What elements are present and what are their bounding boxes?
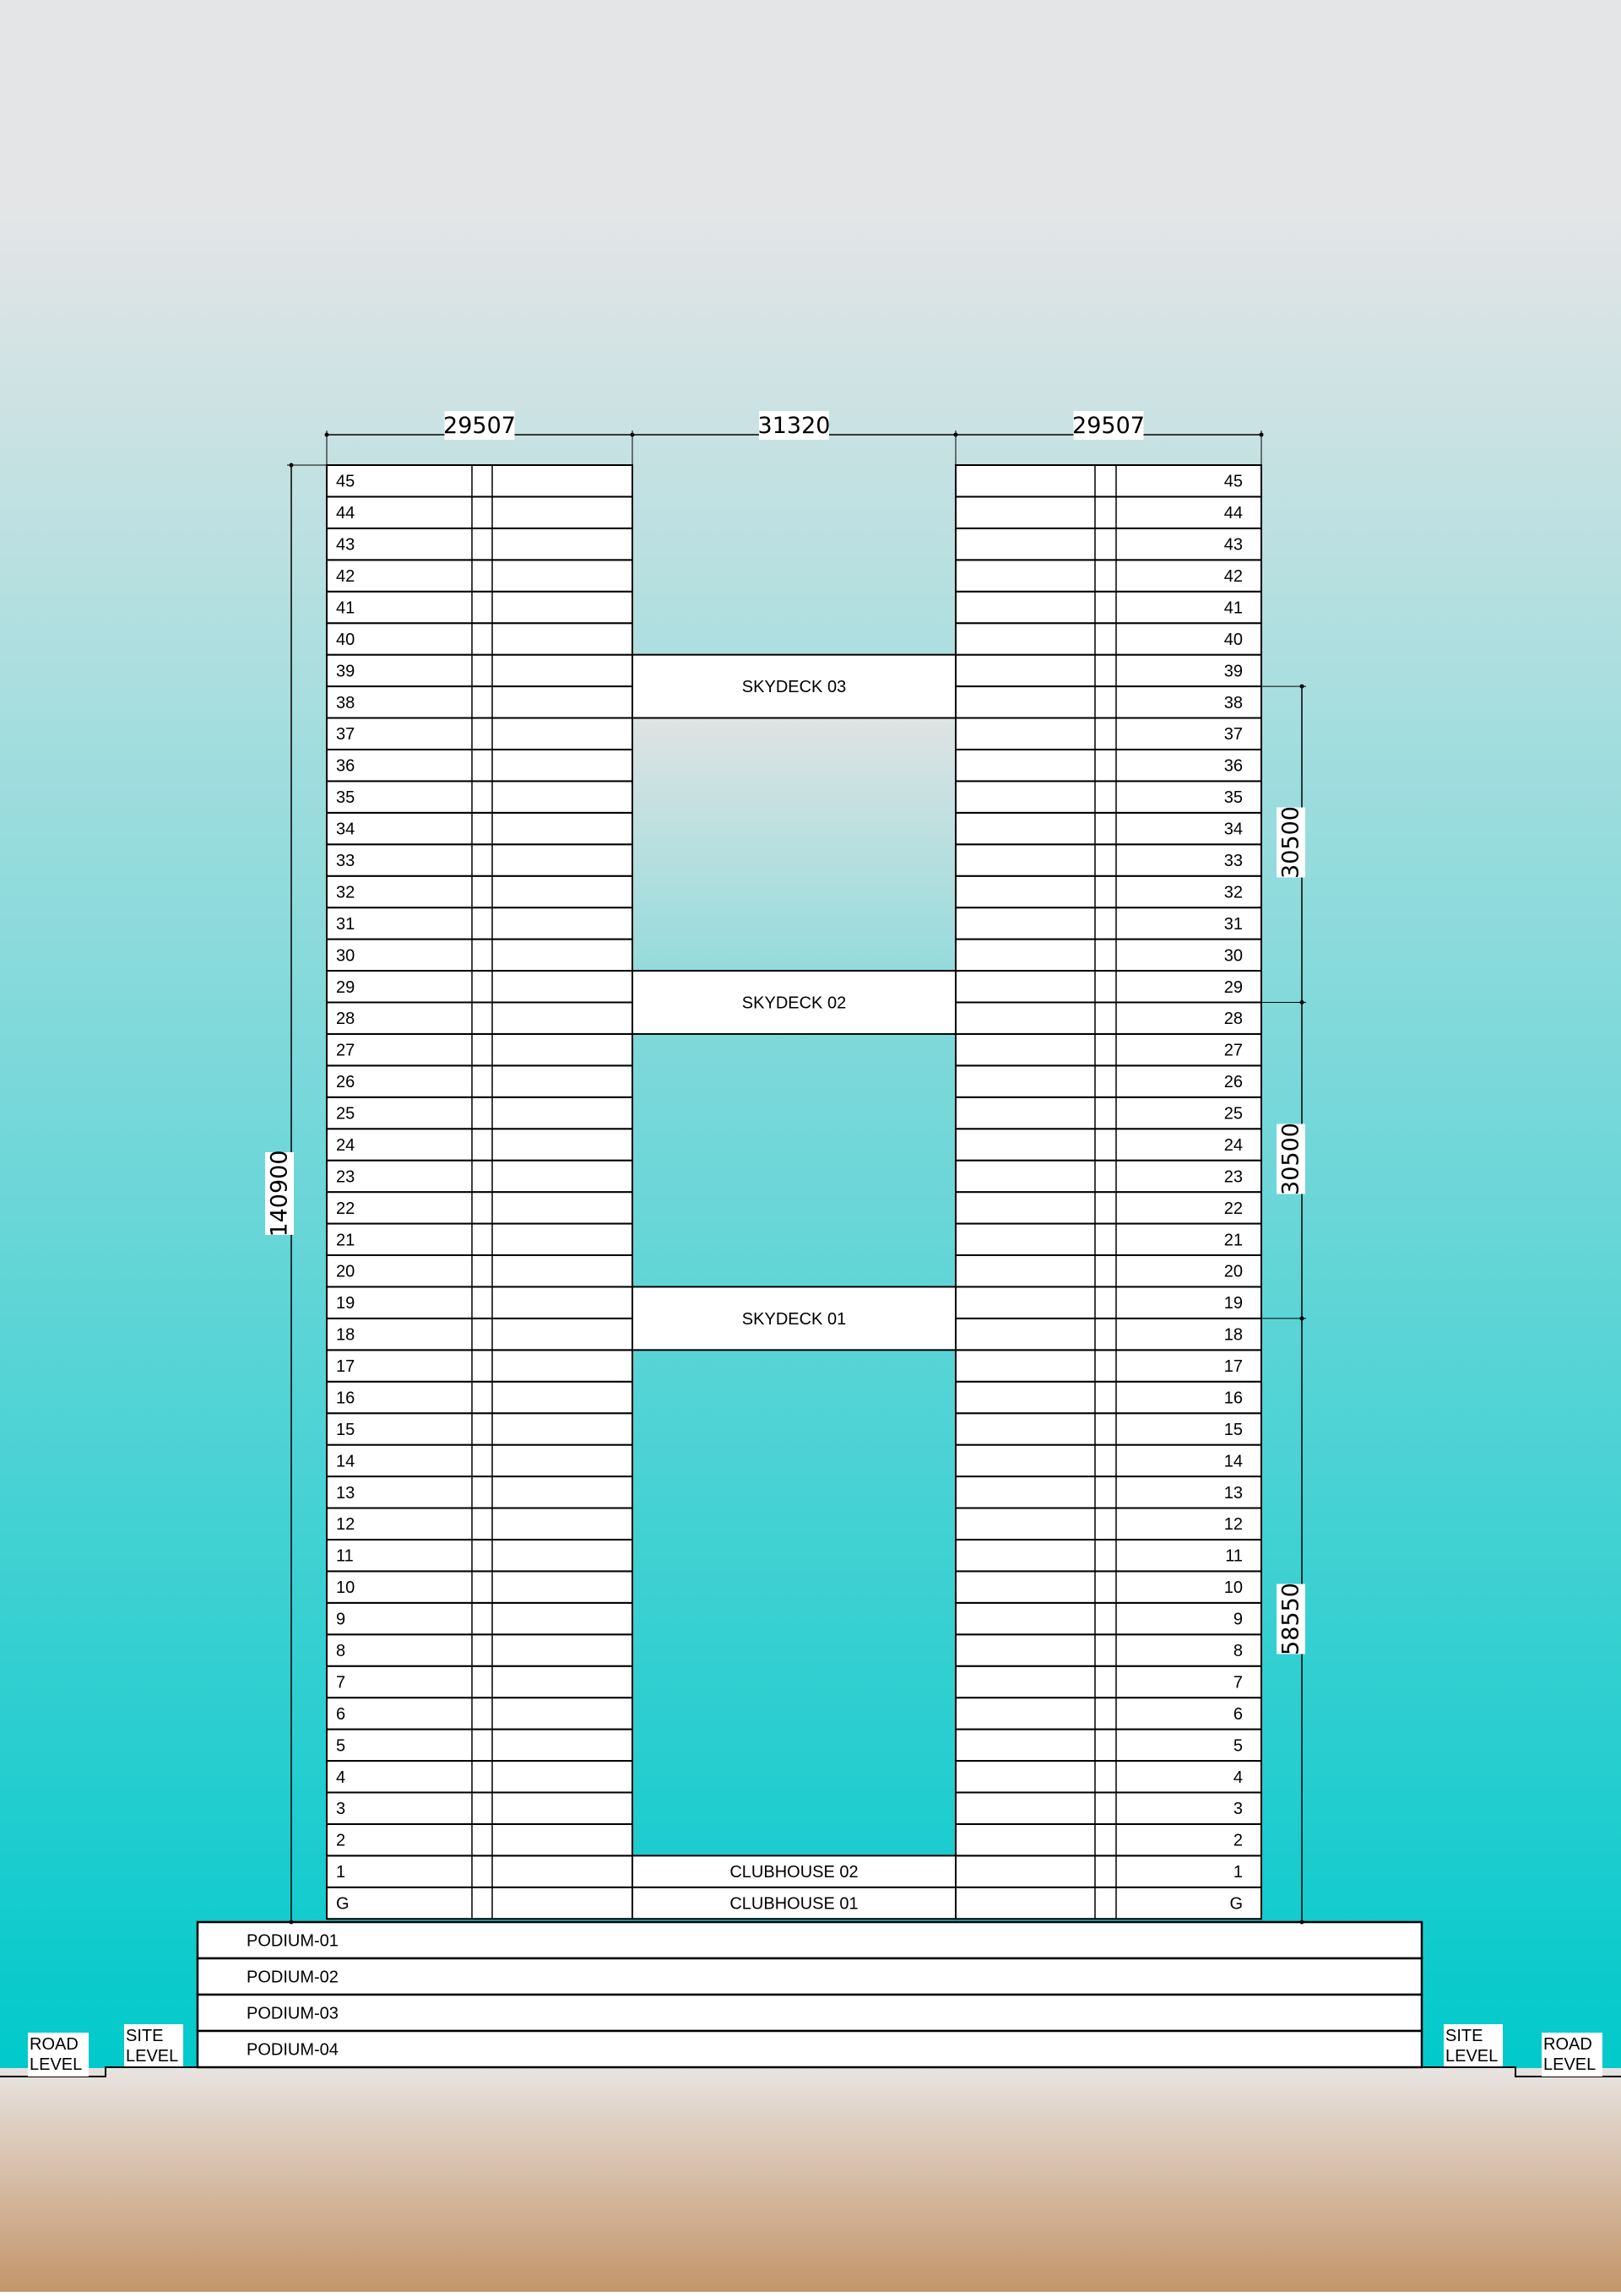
right-floor-label: 13 [1223,1483,1243,1503]
right-floor-36 [956,750,1261,781]
right-floor-label: 36 [1223,756,1243,776]
right-floor-14 [956,1445,1261,1476]
dimension-tick [290,1920,294,1925]
right-floor-label: 19 [1223,1294,1243,1313]
right-floor-label: 42 [1223,567,1243,587]
left-floor-label: 12 [336,1515,355,1535]
right-floor-label: 1 [1233,1863,1243,1882]
left-floor-11 [327,1540,632,1571]
right-floor-19 [956,1286,1261,1318]
dimension-gap-width [758,411,831,440]
right-floor-label: 45 [1223,472,1243,491]
right-floor-label: 26 [1223,1073,1243,1092]
left-floor-label: 32 [336,883,355,902]
left-floor-label: 43 [336,535,355,555]
right-floor-label: 27 [1223,1041,1243,1060]
left-floor-label: 11 [336,1546,354,1566]
dimension-tick [1300,1000,1304,1004]
left-floor-label: 9 [336,1610,346,1629]
left-floor-12 [327,1508,632,1540]
dimension-label: 29507 [443,413,516,439]
left-floor-label: 5 [336,1736,346,1756]
left-floor-39 [327,655,632,686]
left-floor-label: 17 [336,1357,355,1377]
right-floor-label: 28 [1223,1010,1243,1029]
right-floor-label: 14 [1223,1452,1243,1471]
right-floor-2 [956,1824,1261,1855]
left-floor-label: 29 [336,977,355,997]
left-floor-28 [327,1002,632,1033]
right-floor-3 [956,1792,1261,1823]
left-floor-label: 44 [336,504,355,523]
dimension-tick [1300,1316,1304,1320]
dimension-label: 140900 [266,1150,293,1237]
road-level-right-text: ROAD [1543,2035,1592,2054]
left-floor-25 [327,1097,632,1129]
right-floor-32 [956,876,1261,907]
right-floor-label: 3 [1233,1800,1243,1819]
right-floor-label: 22 [1223,1199,1243,1218]
left-floor-31 [327,907,632,939]
left-floor-label: 1 [336,1863,346,1882]
right-floor-39 [956,655,1261,686]
left-floor-label: 34 [336,820,355,839]
dimension-lower-span [1277,1583,1305,1655]
right-floor-label: 6 [1233,1704,1243,1724]
right-floor-label: 2 [1233,1831,1243,1850]
right-floor-43 [956,528,1261,560]
right-floor-10 [956,1571,1261,1602]
right-floor-label: 23 [1223,1167,1243,1187]
right-floor-24 [956,1129,1261,1160]
podium-stack [198,1922,1422,2067]
left-floor-24 [327,1129,632,1160]
left-floor-40 [327,623,632,654]
right-floor-label: 30 [1223,946,1243,966]
podium-label: PODIUM-02 [247,1968,339,1987]
right-floor-34 [956,813,1261,844]
right-floor-label: 9 [1233,1610,1243,1629]
site-level-right-text: LEVEL [1445,2047,1499,2066]
right-floor-label: 16 [1223,1389,1243,1408]
left-floor-20 [327,1255,632,1286]
left-floor-35 [327,781,632,812]
right-floor-label: 18 [1223,1325,1243,1345]
left-floor-6 [327,1698,632,1729]
right-floor-label: 34 [1223,820,1243,839]
left-floor-label: 20 [336,1262,355,1281]
dimension-left-width [443,411,516,440]
void-between-skydeck-02-03 [632,718,956,969]
right-floor-label: 17 [1223,1357,1243,1377]
right-floor-6 [956,1698,1261,1729]
bridge-label: SKYDECK 03 [741,678,847,697]
right-floor-label: 7 [1233,1673,1243,1692]
left-floor-label: 19 [336,1294,355,1313]
dimension-label: 31320 [757,413,831,439]
left-floor-label: 22 [336,1199,355,1218]
left-floor-42 [327,560,632,591]
left-floor-label: 10 [336,1578,355,1598]
right-floor-label: 5 [1233,1736,1243,1756]
right-floor-23 [956,1161,1261,1192]
right-floor-1 [956,1855,1261,1887]
left-floor-label: 41 [336,598,355,618]
dimension-upper-span [1277,806,1305,879]
right-floor-label: 32 [1223,883,1243,902]
right-floor-38 [956,686,1261,718]
left-floor-label: 16 [336,1389,355,1408]
site-level-left-text: SITE [126,2027,164,2045]
left-floor-label: 18 [336,1325,355,1345]
left-floor-label: 37 [336,725,355,745]
left-floor-label: 45 [336,472,355,491]
left-floor-label: 7 [336,1673,346,1692]
left-floor-23 [327,1161,632,1192]
left-floor-label: 31 [336,914,355,934]
left-floor-34 [327,813,632,844]
right-floor-33 [956,844,1261,875]
left-floor-label: 8 [336,1642,346,1660]
right-floor-22 [956,1192,1261,1223]
right-floor-label: G [1229,1894,1243,1914]
left-floor-label: 23 [336,1167,355,1187]
podium-label: PODIUM-03 [247,2004,339,2023]
dimension-label: 30500 [1277,806,1304,879]
left-floor-label: 40 [336,630,355,649]
right-floor-27 [956,1034,1261,1065]
podium-2 [198,1958,1422,1995]
dimension-tick [1260,433,1264,437]
left-floor-26 [327,1065,632,1097]
right-floor-40 [956,623,1261,654]
dimension-tick [290,463,294,468]
left-floor-label: 39 [336,662,355,681]
right-floor-label: 24 [1223,1135,1243,1155]
right-floor-label: 29 [1223,977,1243,997]
right-floor-29 [956,971,1261,1002]
right-floor-label: 44 [1223,504,1243,523]
right-floor-label: 15 [1223,1420,1243,1439]
dimension-label: 30500 [1277,1123,1304,1195]
left-floor-15 [327,1413,632,1444]
left-floor-label: 21 [336,1231,355,1250]
left-floor-19 [327,1286,632,1318]
site-level-left-text: LEVEL [126,2047,179,2066]
left-floor-10 [327,1571,632,1602]
left-floor-7 [327,1666,632,1698]
left-floor-1 [327,1855,632,1887]
right-floor-11 [956,1540,1261,1571]
dimension-tick [1300,1920,1304,1925]
right-floor-label: 40 [1223,630,1243,649]
right-floor-label: 37 [1223,725,1243,745]
right-floor-label: 10 [1223,1578,1243,1598]
left-floor-16 [327,1382,632,1413]
left-floor-36 [327,750,632,781]
right-floor-42 [956,560,1261,591]
dimension-tick [325,433,329,437]
left-floor-label: 36 [336,756,355,776]
podium-3 [198,1995,1422,2031]
left-floor-label: 2 [336,1831,346,1850]
left-floor-label: 4 [336,1768,346,1787]
left-floor-13 [327,1476,632,1508]
right-floor-45 [956,465,1261,496]
left-floor-45 [327,465,632,496]
ground-background [0,2068,1621,2292]
right-floor-label: 12 [1223,1515,1243,1535]
right-floor-label: 20 [1223,1262,1243,1281]
left-floor-29 [327,971,632,1002]
left-floor-label: 24 [336,1135,355,1155]
right-floor-label: 41 [1223,598,1243,618]
dimension-tick [1300,685,1304,689]
left-floor-33 [327,844,632,875]
right-floor-label: 33 [1223,852,1243,870]
left-floor-14 [327,1445,632,1476]
dimension-middle-span [1277,1123,1305,1195]
right-floor-41 [956,592,1261,623]
left-floor-8 [327,1634,632,1665]
left-floor-label: 6 [336,1704,346,1724]
left-floor-41 [327,592,632,623]
right-floor-15 [956,1413,1261,1444]
podium-label: PODIUM-01 [247,1931,339,1951]
left-floor-label: G [336,1894,350,1914]
dimension-label: 29507 [1072,413,1145,439]
left-floor-30 [327,940,632,971]
left-floor-27 [327,1034,632,1065]
right-floor-17 [956,1350,1261,1381]
dimension-right-width [1072,411,1145,440]
left-floor-44 [327,496,632,528]
left-floor-38 [327,686,632,718]
left-floor-label: 27 [336,1041,355,1060]
left-floor-18 [327,1319,632,1350]
podium-label: PODIUM-04 [247,2040,339,2060]
right-floor-16 [956,1382,1261,1413]
right-floor-label: 38 [1223,693,1243,712]
left-floor-3 [327,1792,632,1823]
left-floor-g [327,1887,632,1919]
bridge-label: SKYDECK 01 [741,1309,847,1329]
right-floor-label: 8 [1233,1642,1243,1660]
right-floor-7 [956,1666,1261,1698]
dimension-tick [954,433,958,437]
left-floor-21 [327,1224,632,1255]
right-floor-13 [956,1476,1261,1508]
right-floor-label: 43 [1223,535,1243,555]
dimension-tick [631,433,635,437]
right-floor-20 [956,1255,1261,1286]
road-level-left-text: ROAD [30,2035,79,2054]
right-floor-35 [956,781,1261,812]
right-floor-26 [956,1065,1261,1097]
road-level-left-text: LEVEL [30,2055,83,2074]
site-level-right-text: SITE [1445,2027,1483,2045]
left-floor-9 [327,1603,632,1634]
left-floor-32 [327,876,632,907]
road-level-right-text: LEVEL [1543,2055,1597,2074]
bridge-label: CLUBHOUSE 01 [729,1894,859,1914]
left-floor-label: 3 [336,1800,346,1819]
left-floor-label: 42 [336,567,355,587]
left-floor-label: 26 [336,1073,355,1092]
right-floor-21 [956,1224,1261,1255]
right-floor-18 [956,1319,1261,1350]
podium-4 [198,2031,1422,2067]
right-floor-label: 21 [1223,1231,1243,1250]
right-floor-label: 39 [1223,662,1243,681]
right-floor-label: 25 [1223,1104,1243,1124]
right-floor-label: 11 [1225,1546,1243,1566]
right-floor-8 [956,1634,1261,1665]
left-floor-label: 35 [336,788,355,808]
left-floor-22 [327,1192,632,1223]
right-floor-30 [956,940,1261,971]
left-floor-5 [327,1730,632,1761]
right-floor-4 [956,1761,1261,1792]
right-floor-25 [956,1097,1261,1129]
left-floor-label: 33 [336,852,355,870]
right-floor-9 [956,1603,1261,1634]
right-tower [956,465,1261,1919]
right-floor-31 [956,907,1261,939]
left-floor-37 [327,718,632,750]
left-floor-label: 15 [336,1420,355,1439]
right-floor-37 [956,718,1261,750]
left-floor-label: 13 [336,1483,355,1503]
right-floor-5 [956,1730,1261,1761]
right-floor-label: 4 [1233,1768,1243,1787]
right-floor-28 [956,1002,1261,1033]
right-floor-label: 35 [1223,788,1243,808]
left-floor-label: 14 [336,1452,355,1471]
dimension-label: 58550 [1277,1583,1304,1655]
right-floor-label: 31 [1223,914,1243,934]
left-floor-label: 25 [336,1104,355,1124]
right-floor-g [956,1887,1261,1919]
left-floor-label: 38 [336,693,355,712]
left-floor-17 [327,1350,632,1381]
left-floor-label: 30 [336,946,355,966]
left-floor-43 [327,528,632,560]
right-floor-12 [956,1508,1261,1540]
right-floor-44 [956,496,1261,528]
left-floor-4 [327,1761,632,1792]
left-floor-label: 28 [336,1010,355,1029]
left-tower [327,465,632,1919]
bridge-label: CLUBHOUSE 02 [729,1863,859,1882]
dimension-overall-height [265,1150,294,1237]
bridge-label: SKYDECK 02 [741,994,847,1013]
left-floor-2 [327,1824,632,1855]
podium-1 [198,1922,1422,1958]
